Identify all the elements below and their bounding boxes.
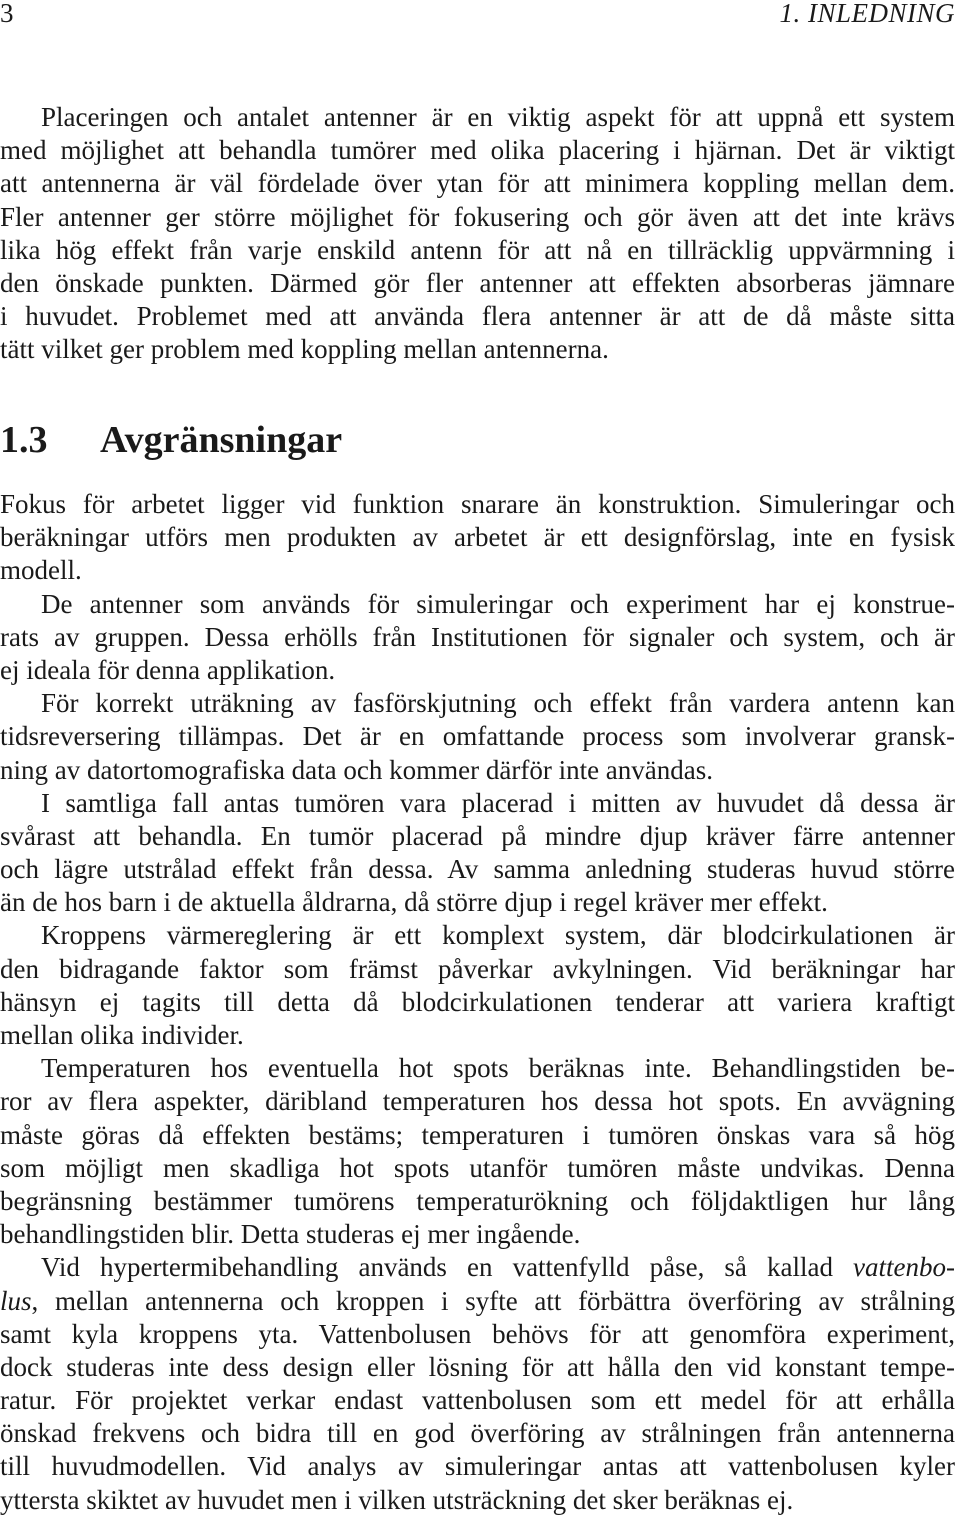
text-line xyxy=(0,1251,955,1284)
text-line: Kroppens värmereglering är ett komplext system, där blodcirkulationen är xyxy=(41,920,955,951)
text-line xyxy=(0,1285,955,1318)
text-line: För korrekt uträkning av fasförskjutning och effekt från vardera antenn kan xyxy=(41,688,955,719)
paragraph xyxy=(0,101,955,367)
page-number: 3 xyxy=(0,0,14,28)
section-body xyxy=(0,488,955,1517)
text-line: att antennerna är väl fördelade över ytan för att minimera koppling mellan dem. xyxy=(0,168,955,199)
text-line: Temperaturen hos eventuella hot spots beräknas inte. Behandlingstiden be- xyxy=(41,1053,955,1084)
text-line: mellan olika individer. xyxy=(0,1020,244,1050)
text-line: hänsyn ej tagits till detta då blodcirkulationen tenderar att variera kraftigt xyxy=(0,986,955,1017)
text-line: De antenner som används för simuleringar och experiment har ej konstrue- xyxy=(41,588,955,619)
text-line: önskad frekvens och bidra till en god överföring av strålningen från antennerna xyxy=(0,1418,955,1449)
text-line: Placeringen och antalet antenner är en viktig aspekt för att uppnå ett system xyxy=(41,102,955,132)
text-line: svårast att behandla. En tumör placerad på mindre djup kräver färre antenner xyxy=(0,820,955,851)
intro-text xyxy=(0,101,955,367)
paragraph xyxy=(0,787,955,920)
text-line: som möjligt men skadliga hot spots utanför tumören måste undvikas. Denna xyxy=(0,1152,955,1183)
text-line: ning av datortomografiska data och kommer därför inte användas. xyxy=(0,754,714,785)
text-line: tätt vilket ger problem med koppling mellan antennerna. xyxy=(0,334,609,365)
text-line: I samtliga fall antas tumören vara placerad i mitten av huvudet då dessa är xyxy=(41,787,955,818)
paragraph xyxy=(0,687,955,787)
text-line: med möjlighet att behandla tumörer med olika placering i hjärnan. Det är viktigt xyxy=(0,135,955,166)
text-line: och lägre utstrålad effekt från dessa. Av samma anledning studeras huvud större xyxy=(0,854,955,885)
emphasized-text: vattenbo- xyxy=(853,1252,955,1283)
text-line: än de hos barn i de aktuella åldrarna, då större djup i regel kräver mer effekt. xyxy=(0,887,828,918)
text-line: samt kyla kroppens yta. Vattenbolusen behövs för att genomföra experiment, xyxy=(0,1318,955,1349)
section-title: Avgränsningar xyxy=(100,419,343,461)
text-line: måste göras då effekten bestäms; temperaturen i tumören önskas vara så hög xyxy=(0,1119,955,1150)
text-segment: Vid hypertermibehandling används en vattenfylld påse, så kallad xyxy=(41,1252,854,1283)
text-line: dock studeras inte dess design eller lösning för att hålla den vid konstant tempe- xyxy=(0,1351,955,1382)
text-line: ror av flera aspekter, däribland temperaturen hos dessa hot spots. En avvägning xyxy=(0,1086,955,1117)
text-line: Fokus för arbetet ligger vid funktion snarare än konstruktion. Simuleringar och xyxy=(0,489,955,519)
text-line: yttersta skiktet av huvudet men i vilken utsträckning det sker beräknas ej. xyxy=(0,1484,794,1515)
paragraph xyxy=(0,919,955,1052)
text-line: begränsning bestämmer tumörens temperaturökning och följdaktligen hur lång xyxy=(0,1185,955,1216)
running-chapter-title: 1. INLEDNING xyxy=(779,0,955,28)
paragraph xyxy=(0,588,955,688)
text-segment: , mellan antennerna och kroppen i syfte att förbättra överföring av strålning xyxy=(31,1285,955,1316)
text-line: till huvudmodellen. Vid analys av simuleringar antas att vattenbolusen kyler xyxy=(0,1451,955,1482)
section-heading xyxy=(0,419,600,461)
text-line: modell. xyxy=(0,555,82,586)
paragraph xyxy=(0,1052,955,1251)
text-line: rats av gruppen. Dessa erhölls från Institutionen för signaler och system, och är xyxy=(0,621,955,652)
text-line: lika hög effekt från varje enskild antenn för att nå en tillräcklig uppvärmning i xyxy=(0,234,955,265)
emphasized-text: lus xyxy=(0,1285,32,1316)
text-line: ej ideala för denna applikation. xyxy=(0,654,336,685)
text-line: den önskade punkten. Därmed gör fler antenner att effekten absorberas jämnare xyxy=(0,267,955,298)
text-line: Fler antenner ger större möjlighet för fokusering och gör även att det inte krävs xyxy=(0,201,955,232)
text-line: i huvudet. Problemet med att använda flera antenner är att de då måste sitta xyxy=(0,301,955,332)
text-line: den bidragande faktor som främst påverkar avkylningen. Vid beräkningar har xyxy=(0,953,955,984)
text-line: ratur. För projektet verkar endast vattenbolusen som ett medel för att erhålla xyxy=(0,1385,955,1416)
section-number: 1.3 xyxy=(0,419,48,461)
text-line: behandlingstiden blir. Detta studeras ej mer ingående. xyxy=(0,1219,581,1250)
running-header xyxy=(0,0,955,26)
paragraph xyxy=(0,488,955,588)
text-line: beräkningar utförs men produkten av arbetet är ett designförslag, inte en fysisk xyxy=(0,522,955,553)
paragraph xyxy=(0,1251,955,1517)
text-line: tidsreversering tillämpas. Det är en omfattande process som involverar gransk- xyxy=(0,721,955,752)
